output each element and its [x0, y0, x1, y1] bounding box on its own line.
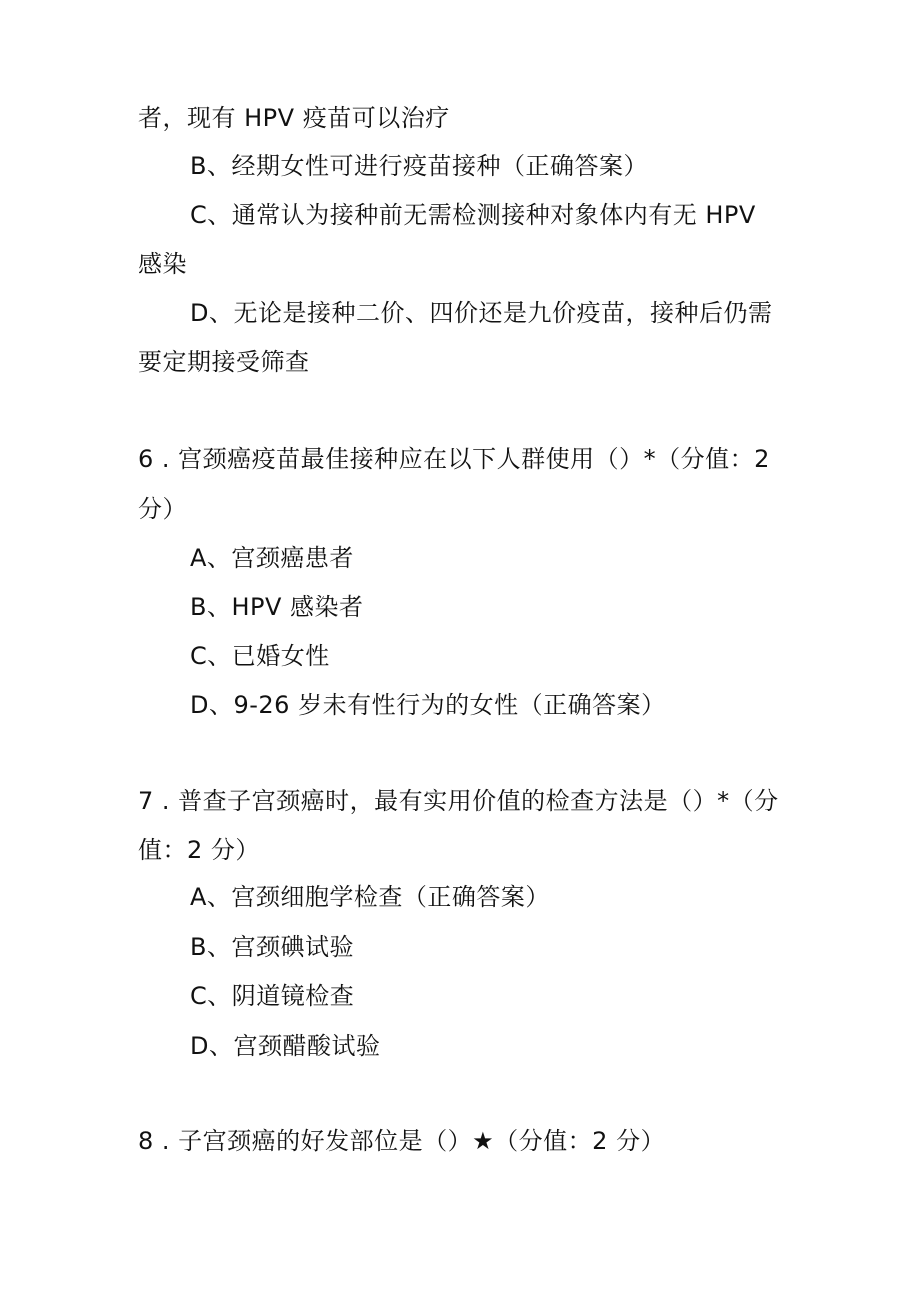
prev-question-option-c-line2: 感染 [138, 250, 187, 278]
question-6-stem-line1: 6 . 宫颈癌疫苗最佳接种应在以下人群使用（）*（分值：2 [138, 445, 770, 473]
prev-question-option-a-continuation: 者，现有 HPV 疫苗可以治疗 [138, 104, 450, 132]
question-7-option-b: B、宫颈碘试验 [190, 933, 354, 961]
question-6-option-b: B、HPV 感染者 [190, 593, 364, 621]
question-6-option-d: D、9-26 岁未有性行为的女性（正确答案） [190, 691, 666, 719]
question-8-stem: 8 . 子宫颈癌的好发部位是（）★（分值：2 分） [138, 1127, 666, 1155]
question-6-option-c: C、已婚女性 [190, 642, 330, 670]
question-7-stem-line1: 7 . 普查子宫颈癌时，最有实用价值的检查方法是（）*（分 [138, 787, 779, 815]
question-7-option-a: A、宫颈细胞学检查（正确答案） [190, 883, 550, 911]
question-7-option-d: D、宫颈醋酸试验 [190, 1032, 381, 1060]
question-6-stem-line2: 分） [138, 495, 187, 523]
question-7-option-c: C、阴道镜检查 [190, 982, 355, 1010]
prev-question-option-d-line2: 要定期接受筛查 [138, 348, 310, 376]
question-6-option-a: A、宫颈癌患者 [190, 544, 354, 572]
prev-question-option-d-line1: D、无论是接种二价、四价还是九价疫苗，接种后仍需 [190, 299, 773, 327]
prev-question-option-b: B、经期女性可进行疫苗接种（正确答案） [190, 152, 648, 180]
prev-question-option-c-line1: C、通常认为接种前无需检测接种对象体内有无 HPV [190, 201, 756, 229]
question-7-stem-line2: 值：2 分） [138, 836, 260, 864]
